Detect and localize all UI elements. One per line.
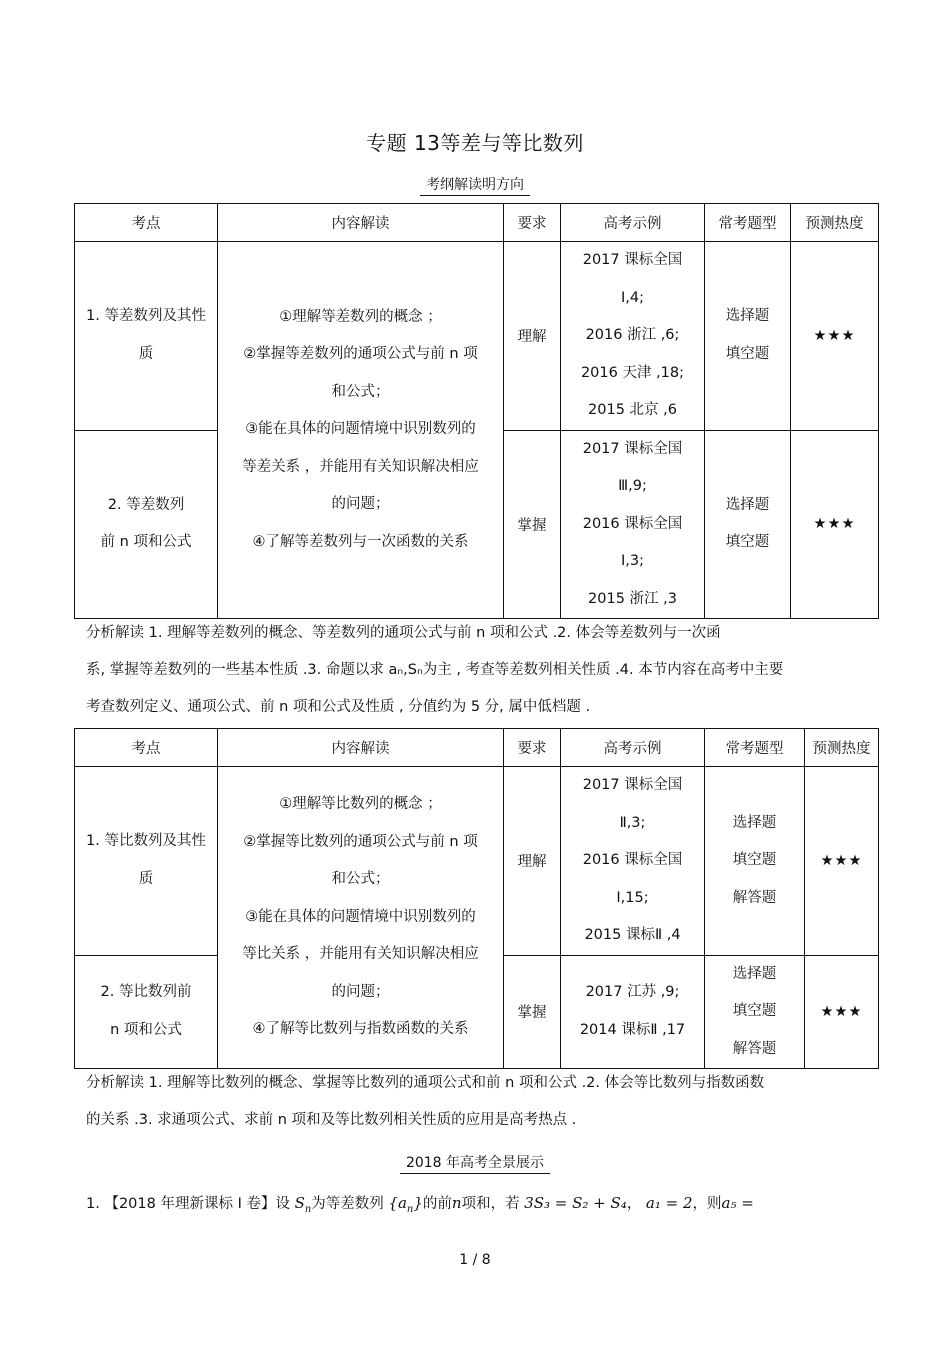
cell-shili [561,767,705,956]
cell-content [218,767,504,1069]
heat-stars: ★★★ [791,242,879,431]
math-symbol: S [294,1194,305,1212]
heat-stars: ★★★ [805,955,879,1069]
math-symbol: {a [388,1194,407,1212]
page-number: 1 / 8 [459,1252,491,1268]
cell-line: Ⅰ,4; [621,289,644,306]
syllabus-table-geometric [74,728,879,1069]
cell-line: 选择题 [732,965,777,982]
header-neirong: 内容解读 [218,204,504,242]
cell-line: 填空题 [725,345,770,362]
header-tixing: 常考题型 [705,729,805,767]
cell-line: 2016 天津 ,18; [580,364,685,381]
analysis-line: 系, 掌握等差数列的一些基本性质 .3. 命题以求 aₙ,Sₙ为主 , 考查等差数列相关性质 .4. 本节内容在高考中主要 [86,662,784,678]
cell-tixing [705,767,805,956]
cell-line: 质 [138,870,154,887]
cell-kaodian [75,955,218,1069]
section-heading-text: 考纲解读明方向 [420,177,530,196]
header-tixing: 常考题型 [705,204,791,242]
question-prefix: 1. 【2018 年理新课标 Ⅰ 卷】设 [86,1196,290,1212]
cell-line: 2016 课标全国 [582,852,683,868]
cell-kaodian [75,430,218,619]
content-line: 等比关系 ，并能用有关知识解决相应 [242,946,479,963]
analysis-paragraph [86,615,866,726]
math-an [388,1194,423,1215]
header-shili: 高考示例 [561,729,705,767]
math-equation: a₅ = [721,1194,754,1212]
page-title: 专题 13等差与等比数列 [366,131,584,155]
cell-line: 2016 浙江 ,6; [585,327,680,343]
cell-line: Ⅰ,3; [621,553,644,569]
syllabus-table-arithmetic [74,203,879,619]
content-line: ④了解等差数列与一次函数的关系 [252,533,469,550]
content-line: 的问题； [331,496,390,513]
question-text: 为等差数列 [311,1196,384,1212]
cell-tixing [705,430,791,619]
analysis-line: 的关系 .3. 求通项公式、求前 n 项和及等比数列相关性质的应用是高考热点 . [86,1112,577,1128]
cell-line: 填空题 [732,852,777,868]
cell-line: 前 n 项和公式 [100,534,192,551]
cell-line: Ⅱ,3; [619,814,646,831]
cell-tixing [705,955,805,1069]
question-text: ， [626,1196,642,1212]
analysis-line: 分析解读 1. 理解等比数列的概念、掌握等比数列的通项公式和前 n 项和公式 .2. 体会等比数列与指数函数 [86,1075,765,1091]
cell-line: 质 [138,345,154,362]
math-subscript: n [406,1204,414,1215]
cell-tixing [705,242,791,431]
header-kaodian: 考点 [75,204,218,242]
cell-line: 2017 课标全国 [582,440,683,457]
analysis-line: 分析解读 1. 理解等差数列的概念、等差数列的通项公式与前 n 项和公式 .2. 体会等差数列与一次函 [86,625,721,641]
cell-line: 解答题 [732,889,777,906]
cell-line: 2017 课标全国 [582,252,683,268]
cell-line: Ⅲ,9; [618,478,647,494]
content-line: ①理解等差数列的概念 ； [279,308,442,325]
content-line: ③能在具体的问题情境中识别数列的 [245,908,476,925]
math-sn [294,1194,312,1215]
cell-line: n 项和公式 [110,1021,182,1038]
cell-content [218,242,504,619]
cell-line: 2017 课标全国 [582,777,683,793]
cell-shili [561,242,705,431]
section-heading-text: 2018 年高考全景展示 [400,1155,550,1174]
cell-line: 填空题 [725,534,770,551]
cell-line: 2015 课标Ⅱ ,4 [584,927,681,943]
cell-line: 2017 江苏 ,9; [585,984,680,1001]
section-heading [0,1152,950,1172]
question-text: 的前 [422,1196,452,1212]
question-text: ，则 [692,1196,722,1212]
heat-stars: ★★★ [805,767,879,956]
cell-yaoqiu: 掌握 [504,955,561,1069]
header-redu: 预测热度 [791,204,879,242]
header-shili: 高考示例 [561,204,705,242]
cell-line: 选择题 [725,496,770,513]
cell-shili [561,430,705,619]
cell-line: 2. 等比数列前 [100,984,192,1001]
content-line: 等差关系 ，并能用有关知识解决相应 [242,458,479,475]
section-heading [0,174,950,194]
cell-yaoqiu: 理解 [504,767,561,956]
header-kaodian: 考点 [75,729,218,767]
cell-line: 2016 课标全国 [582,515,683,532]
math-equation: a₁ = 2 [645,1194,693,1212]
header-redu: 预测热度 [805,729,879,767]
analysis-line: 考查数列定义、通项公式、前 n 项和公式及性质 , 分值约为 5 分, 属中低档题 . [86,699,591,715]
question-1 [86,1192,754,1215]
heat-stars: ★★★ [791,430,879,619]
cell-line: 2015 北京 ,6 [588,402,677,418]
header-yaoqiu: 要求 [504,729,561,767]
header-neirong: 内容解读 [218,729,504,767]
content-line: ②掌握等差数列的通项公式与前 n 项 [243,346,478,363]
math-subscript: n [304,1204,312,1215]
content-line: 和公式； [331,871,390,888]
math-symbol: } [413,1194,423,1212]
cell-line: 2. 等差数列 [107,496,185,513]
cell-line: 2014 课标Ⅱ ,17 [579,1021,686,1038]
cell-line: 填空题 [732,1003,777,1019]
content-line: 的问题； [331,983,390,1000]
cell-line: 1. 等比数列及其性 [86,833,206,850]
cell-line: 1. 等差数列及其性 [86,308,206,325]
cell-yaoqiu: 理解 [504,242,561,431]
content-line: ④了解等比数列与指数函数的关系 [252,1021,469,1038]
question-text: 项和，若 [461,1196,520,1212]
cell-shili [561,955,705,1069]
content-line: ③能在具体的问题情境中识别数列的 [245,421,476,438]
cell-line: 选择题 [725,308,770,325]
analysis-paragraph [86,1065,866,1139]
cell-line: 解答题 [732,1040,777,1057]
math-equation: 3S₃ = S₂ + S₄ [524,1194,627,1212]
content-line: ②掌握等比数列的通项公式与前 n 项 [243,833,478,850]
cell-line: Ⅰ,15; [616,889,649,906]
math-n: n [451,1194,462,1212]
cell-line: 2015 浙江 ,3 [588,590,677,607]
header-yaoqiu: 要求 [504,204,561,242]
cell-line: 选择题 [732,814,777,831]
content-line: 和公式； [331,383,390,400]
content-line: ①理解等比数列的概念 ； [279,796,442,813]
cell-kaodian [75,242,218,431]
cell-kaodian [75,767,218,956]
cell-yaoqiu: 掌握 [504,430,561,619]
